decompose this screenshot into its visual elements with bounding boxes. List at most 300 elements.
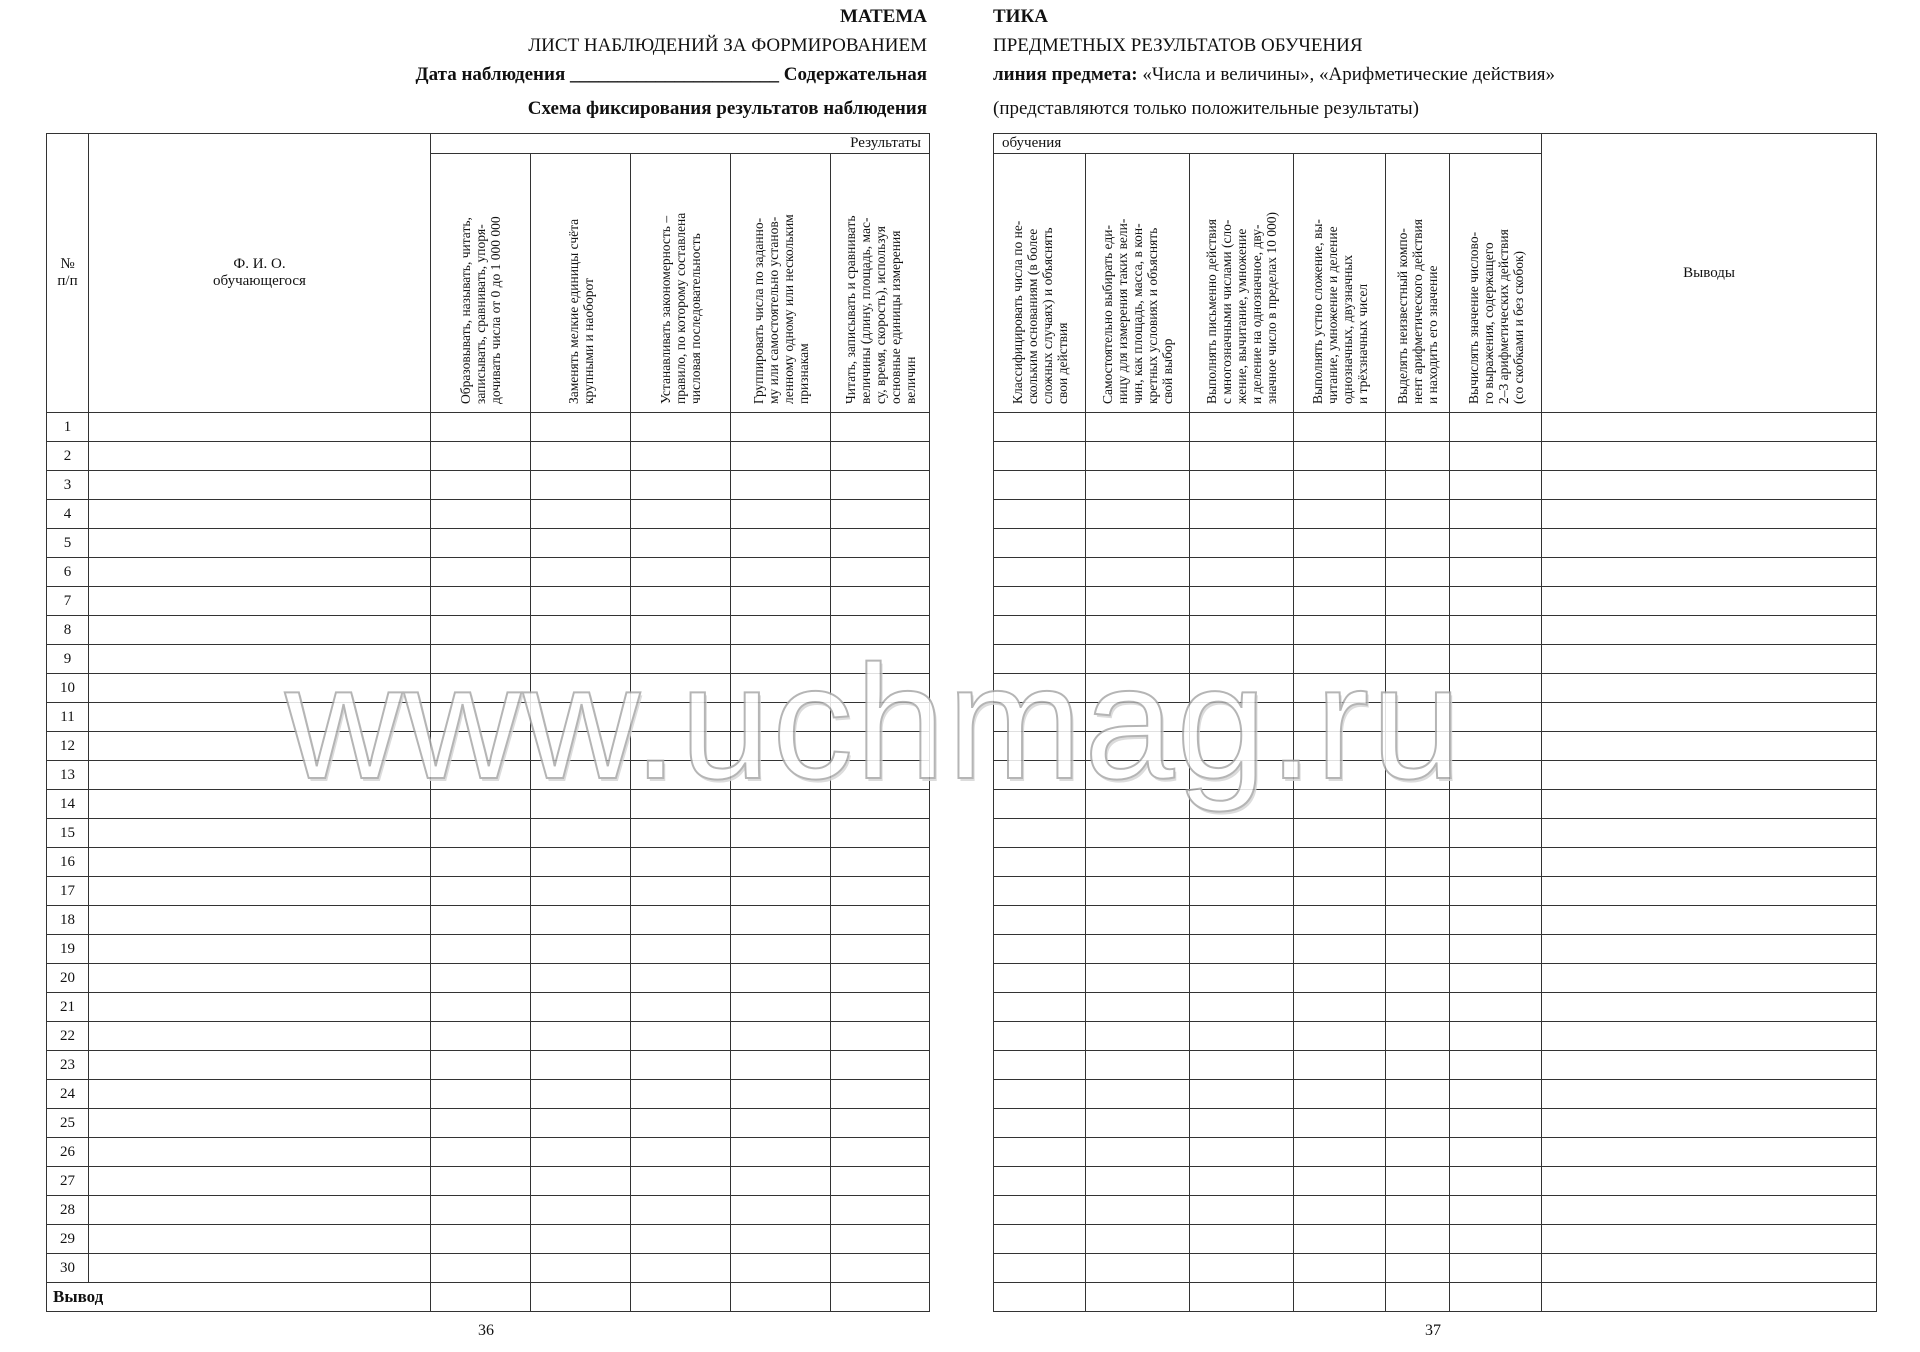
result-cell[interactable] [1450, 587, 1542, 616]
conclusion-cell[interactable] [1542, 1225, 1877, 1254]
conclusion-cell[interactable] [1542, 964, 1877, 993]
result-cell[interactable] [1294, 1254, 1386, 1283]
result-cell[interactable] [431, 906, 531, 935]
conclusion-cell[interactable] [1542, 819, 1877, 848]
result-cell[interactable] [1190, 1283, 1294, 1312]
result-cell[interactable] [1386, 1225, 1450, 1254]
student-name-cell[interactable] [89, 1080, 431, 1109]
result-cell[interactable] [831, 732, 930, 761]
student-name-cell[interactable] [89, 529, 431, 558]
conclusion-cell[interactable] [1542, 413, 1877, 442]
result-cell[interactable] [831, 819, 930, 848]
result-cell[interactable] [1190, 819, 1294, 848]
result-cell[interactable] [994, 1051, 1086, 1080]
result-cell[interactable] [1386, 877, 1450, 906]
student-name-cell[interactable] [89, 558, 431, 587]
result-cell[interactable] [1450, 1167, 1542, 1196]
result-cell[interactable] [1450, 1051, 1542, 1080]
result-cell[interactable] [431, 1022, 531, 1051]
result-cell[interactable] [1086, 1196, 1190, 1225]
student-name-cell[interactable] [89, 819, 431, 848]
result-cell[interactable] [831, 471, 930, 500]
result-cell[interactable] [1450, 442, 1542, 471]
result-cell[interactable] [431, 1167, 531, 1196]
student-name-cell[interactable] [89, 1225, 431, 1254]
result-cell[interactable] [1190, 1051, 1294, 1080]
result-cell[interactable] [831, 1196, 930, 1225]
result-cell[interactable] [731, 703, 831, 732]
result-cell[interactable] [631, 413, 731, 442]
result-cell[interactable] [1190, 587, 1294, 616]
result-cell[interactable] [1086, 732, 1190, 761]
result-cell[interactable] [531, 703, 631, 732]
result-cell[interactable] [1190, 761, 1294, 790]
conclusion-cell[interactable] [1542, 529, 1877, 558]
result-cell[interactable] [431, 529, 531, 558]
result-cell[interactable] [994, 993, 1086, 1022]
result-cell[interactable] [731, 413, 831, 442]
result-cell[interactable] [1294, 935, 1386, 964]
result-cell[interactable] [1386, 703, 1450, 732]
result-cell[interactable] [731, 645, 831, 674]
student-name-cell[interactable] [89, 587, 431, 616]
result-cell[interactable] [631, 1051, 731, 1080]
result-cell[interactable] [1086, 1225, 1190, 1254]
result-cell[interactable] [631, 645, 731, 674]
result-cell[interactable] [994, 442, 1086, 471]
conclusion-cell[interactable] [1542, 732, 1877, 761]
student-name-cell[interactable] [89, 471, 431, 500]
result-cell[interactable] [994, 1225, 1086, 1254]
result-cell[interactable] [631, 848, 731, 877]
result-cell[interactable] [831, 587, 930, 616]
result-cell[interactable] [1386, 413, 1450, 442]
result-cell[interactable] [1190, 558, 1294, 587]
result-cell[interactable] [831, 790, 930, 819]
result-cell[interactable] [1386, 964, 1450, 993]
result-cell[interactable] [1190, 1225, 1294, 1254]
result-cell[interactable] [994, 471, 1086, 500]
result-cell[interactable] [731, 1022, 831, 1051]
result-cell[interactable] [631, 616, 731, 645]
result-cell[interactable] [1086, 703, 1190, 732]
result-cell[interactable] [1086, 645, 1190, 674]
result-cell[interactable] [1386, 1196, 1450, 1225]
result-cell[interactable] [1294, 1283, 1386, 1312]
result-cell[interactable] [1386, 500, 1450, 529]
result-cell[interactable] [731, 616, 831, 645]
result-cell[interactable] [631, 1254, 731, 1283]
student-name-cell[interactable] [89, 1022, 431, 1051]
conclusion-cell[interactable] [1542, 1196, 1877, 1225]
result-cell[interactable] [531, 645, 631, 674]
result-cell[interactable] [831, 529, 930, 558]
result-cell[interactable] [631, 500, 731, 529]
result-cell[interactable] [631, 674, 731, 703]
result-cell[interactable] [831, 1022, 930, 1051]
result-cell[interactable] [994, 1138, 1086, 1167]
result-cell[interactable] [731, 1051, 831, 1080]
result-cell[interactable] [631, 1080, 731, 1109]
conclusion-cell[interactable] [1542, 471, 1877, 500]
result-cell[interactable] [1386, 1022, 1450, 1051]
conclusion-cell[interactable] [1542, 1109, 1877, 1138]
result-cell[interactable] [1450, 558, 1542, 587]
result-cell[interactable] [1450, 1080, 1542, 1109]
result-cell[interactable] [1386, 1080, 1450, 1109]
result-cell[interactable] [731, 558, 831, 587]
result-cell[interactable] [1190, 1080, 1294, 1109]
result-cell[interactable] [431, 1225, 531, 1254]
result-cell[interactable] [1086, 935, 1190, 964]
result-cell[interactable] [994, 1109, 1086, 1138]
result-cell[interactable] [831, 1283, 930, 1312]
result-cell[interactable] [631, 1109, 731, 1138]
result-cell[interactable] [1386, 1109, 1450, 1138]
result-cell[interactable] [1086, 877, 1190, 906]
result-cell[interactable] [1450, 1225, 1542, 1254]
result-cell[interactable] [1386, 442, 1450, 471]
result-cell[interactable] [1450, 471, 1542, 500]
result-cell[interactable] [631, 732, 731, 761]
result-cell[interactable] [1386, 645, 1450, 674]
result-cell[interactable] [731, 587, 831, 616]
result-cell[interactable] [1294, 1167, 1386, 1196]
result-cell[interactable] [831, 703, 930, 732]
result-cell[interactable] [831, 645, 930, 674]
result-cell[interactable] [1450, 529, 1542, 558]
result-cell[interactable] [1450, 500, 1542, 529]
result-cell[interactable] [431, 616, 531, 645]
result-cell[interactable] [531, 790, 631, 819]
student-name-cell[interactable] [89, 1051, 431, 1080]
result-cell[interactable] [1450, 819, 1542, 848]
result-cell[interactable] [1190, 616, 1294, 645]
result-cell[interactable] [831, 558, 930, 587]
result-cell[interactable] [1190, 703, 1294, 732]
result-cell[interactable] [1386, 1254, 1450, 1283]
result-cell[interactable] [831, 993, 930, 1022]
result-cell[interactable] [731, 1109, 831, 1138]
conclusion-cell[interactable] [1542, 703, 1877, 732]
result-cell[interactable] [1450, 848, 1542, 877]
result-cell[interactable] [731, 761, 831, 790]
result-cell[interactable] [831, 848, 930, 877]
result-cell[interactable] [1450, 1138, 1542, 1167]
result-cell[interactable] [631, 1225, 731, 1254]
result-cell[interactable] [431, 471, 531, 500]
result-cell[interactable] [631, 558, 731, 587]
conclusion-cell[interactable] [1542, 1138, 1877, 1167]
result-cell[interactable] [1190, 732, 1294, 761]
result-cell[interactable] [994, 935, 1086, 964]
result-cell[interactable] [1294, 848, 1386, 877]
result-cell[interactable] [1450, 906, 1542, 935]
result-cell[interactable] [531, 442, 631, 471]
result-cell[interactable] [531, 1109, 631, 1138]
result-cell[interactable] [431, 732, 531, 761]
result-cell[interactable] [531, 935, 631, 964]
result-cell[interactable] [1294, 1080, 1386, 1109]
result-cell[interactable] [1294, 500, 1386, 529]
result-cell[interactable] [431, 442, 531, 471]
result-cell[interactable] [1190, 1022, 1294, 1051]
result-cell[interactable] [431, 819, 531, 848]
result-cell[interactable] [1450, 935, 1542, 964]
result-cell[interactable] [1190, 1196, 1294, 1225]
conclusion-cell[interactable] [1542, 993, 1877, 1022]
result-cell[interactable] [731, 906, 831, 935]
student-name-cell[interactable] [89, 1109, 431, 1138]
student-name-cell[interactable] [89, 964, 431, 993]
conclusion-cell[interactable] [1542, 761, 1877, 790]
result-cell[interactable] [1450, 645, 1542, 674]
result-cell[interactable] [431, 674, 531, 703]
conclusion-cell[interactable] [1542, 906, 1877, 935]
result-cell[interactable] [631, 877, 731, 906]
result-cell[interactable] [631, 790, 731, 819]
result-cell[interactable] [1450, 1283, 1542, 1312]
result-cell[interactable] [994, 529, 1086, 558]
result-cell[interactable] [431, 413, 531, 442]
result-cell[interactable] [731, 1254, 831, 1283]
result-cell[interactable] [1190, 906, 1294, 935]
conclusion-cell[interactable] [1542, 616, 1877, 645]
result-cell[interactable] [631, 703, 731, 732]
result-cell[interactable] [1294, 964, 1386, 993]
result-cell[interactable] [431, 1196, 531, 1225]
result-cell[interactable] [1450, 964, 1542, 993]
result-cell[interactable] [1450, 1254, 1542, 1283]
result-cell[interactable] [1190, 1254, 1294, 1283]
result-cell[interactable] [1294, 1196, 1386, 1225]
conclusion-cell[interactable] [1542, 1254, 1877, 1283]
result-cell[interactable] [994, 1167, 1086, 1196]
result-cell[interactable] [994, 761, 1086, 790]
result-cell[interactable] [731, 819, 831, 848]
result-cell[interactable] [731, 442, 831, 471]
result-cell[interactable] [1086, 906, 1190, 935]
result-cell[interactable] [531, 964, 631, 993]
result-cell[interactable] [1294, 442, 1386, 471]
result-cell[interactable] [1386, 732, 1450, 761]
conclusion-cell[interactable] [1542, 935, 1877, 964]
result-cell[interactable] [1190, 500, 1294, 529]
result-cell[interactable] [1086, 1051, 1190, 1080]
result-cell[interactable] [831, 413, 930, 442]
result-cell[interactable] [431, 964, 531, 993]
result-cell[interactable] [1450, 1109, 1542, 1138]
result-cell[interactable] [994, 674, 1086, 703]
result-cell[interactable] [994, 1254, 1086, 1283]
result-cell[interactable] [431, 1080, 531, 1109]
student-name-cell[interactable] [89, 993, 431, 1022]
result-cell[interactable] [531, 848, 631, 877]
result-cell[interactable] [1086, 1109, 1190, 1138]
result-cell[interactable] [431, 1051, 531, 1080]
result-cell[interactable] [731, 1167, 831, 1196]
result-cell[interactable] [1386, 1051, 1450, 1080]
result-cell[interactable] [731, 935, 831, 964]
result-cell[interactable] [1386, 819, 1450, 848]
result-cell[interactable] [1190, 645, 1294, 674]
result-cell[interactable] [731, 1138, 831, 1167]
result-cell[interactable] [831, 1109, 930, 1138]
result-cell[interactable] [531, 877, 631, 906]
result-cell[interactable] [631, 1196, 731, 1225]
result-cell[interactable] [1190, 529, 1294, 558]
result-cell[interactable] [1386, 1283, 1450, 1312]
conclusion-cell[interactable] [1542, 674, 1877, 703]
result-cell[interactable] [531, 1283, 631, 1312]
result-cell[interactable] [631, 906, 731, 935]
result-cell[interactable] [631, 1138, 731, 1167]
result-cell[interactable] [1086, 1138, 1190, 1167]
result-cell[interactable] [431, 877, 531, 906]
result-cell[interactable] [531, 471, 631, 500]
result-cell[interactable] [1190, 848, 1294, 877]
result-cell[interactable] [994, 906, 1086, 935]
student-name-cell[interactable] [89, 674, 431, 703]
result-cell[interactable] [831, 935, 930, 964]
result-cell[interactable] [531, 1080, 631, 1109]
result-cell[interactable] [531, 529, 631, 558]
result-cell[interactable] [1294, 790, 1386, 819]
result-cell[interactable] [631, 1283, 731, 1312]
result-cell[interactable] [831, 1225, 930, 1254]
conclusion-cell[interactable] [1542, 877, 1877, 906]
result-cell[interactable] [531, 587, 631, 616]
result-cell[interactable] [731, 790, 831, 819]
student-name-cell[interactable] [89, 1254, 431, 1283]
result-cell[interactable] [631, 587, 731, 616]
result-cell[interactable] [994, 848, 1086, 877]
result-cell[interactable] [1086, 1022, 1190, 1051]
result-cell[interactable] [431, 500, 531, 529]
result-cell[interactable] [1190, 790, 1294, 819]
result-cell[interactable] [1386, 674, 1450, 703]
result-cell[interactable] [831, 1051, 930, 1080]
result-cell[interactable] [1086, 848, 1190, 877]
result-cell[interactable] [1086, 442, 1190, 471]
result-cell[interactable] [731, 1225, 831, 1254]
result-cell[interactable] [1386, 1138, 1450, 1167]
student-name-cell[interactable] [89, 500, 431, 529]
result-cell[interactable] [531, 558, 631, 587]
result-cell[interactable] [1294, 877, 1386, 906]
result-cell[interactable] [1086, 964, 1190, 993]
student-name-cell[interactable] [89, 935, 431, 964]
result-cell[interactable] [1086, 616, 1190, 645]
result-cell[interactable] [731, 848, 831, 877]
result-cell[interactable] [1294, 1051, 1386, 1080]
result-cell[interactable] [1086, 1080, 1190, 1109]
student-name-cell[interactable] [89, 645, 431, 674]
result-cell[interactable] [831, 1167, 930, 1196]
result-cell[interactable] [831, 877, 930, 906]
result-cell[interactable] [1450, 993, 1542, 1022]
result-cell[interactable] [1294, 413, 1386, 442]
result-cell[interactable] [531, 674, 631, 703]
result-cell[interactable] [1294, 645, 1386, 674]
result-cell[interactable] [631, 1022, 731, 1051]
student-name-cell[interactable] [89, 848, 431, 877]
result-cell[interactable] [631, 993, 731, 1022]
result-cell[interactable] [1086, 1283, 1190, 1312]
result-cell[interactable] [994, 732, 1086, 761]
result-cell[interactable] [431, 1254, 531, 1283]
result-cell[interactable] [1086, 529, 1190, 558]
result-cell[interactable] [531, 616, 631, 645]
result-cell[interactable] [994, 413, 1086, 442]
result-cell[interactable] [531, 1051, 631, 1080]
result-cell[interactable] [731, 732, 831, 761]
conclusion-cell[interactable] [1542, 1080, 1877, 1109]
result-cell[interactable] [431, 935, 531, 964]
result-cell[interactable] [994, 616, 1086, 645]
result-cell[interactable] [994, 703, 1086, 732]
conclusion-cell[interactable] [1542, 442, 1877, 471]
result-cell[interactable] [1386, 790, 1450, 819]
result-cell[interactable] [1190, 471, 1294, 500]
result-cell[interactable] [1294, 674, 1386, 703]
result-cell[interactable] [1450, 703, 1542, 732]
result-cell[interactable] [1294, 906, 1386, 935]
result-cell[interactable] [531, 819, 631, 848]
result-cell[interactable] [1190, 964, 1294, 993]
student-name-cell[interactable] [89, 616, 431, 645]
result-cell[interactable] [1386, 848, 1450, 877]
result-cell[interactable] [431, 761, 531, 790]
result-cell[interactable] [1294, 703, 1386, 732]
result-cell[interactable] [1190, 442, 1294, 471]
result-cell[interactable] [531, 1138, 631, 1167]
student-name-cell[interactable] [89, 790, 431, 819]
result-cell[interactable] [1086, 674, 1190, 703]
result-cell[interactable] [1386, 761, 1450, 790]
result-cell[interactable] [1450, 413, 1542, 442]
result-cell[interactable] [994, 558, 1086, 587]
result-cell[interactable] [731, 674, 831, 703]
result-cell[interactable] [731, 500, 831, 529]
result-cell[interactable] [994, 645, 1086, 674]
result-cell[interactable] [1086, 790, 1190, 819]
result-cell[interactable] [431, 587, 531, 616]
result-cell[interactable] [431, 993, 531, 1022]
result-cell[interactable] [1086, 993, 1190, 1022]
result-cell[interactable] [631, 1167, 731, 1196]
result-cell[interactable] [1086, 500, 1190, 529]
result-cell[interactable] [1386, 558, 1450, 587]
result-cell[interactable] [831, 500, 930, 529]
result-cell[interactable] [531, 761, 631, 790]
result-cell[interactable] [1086, 587, 1190, 616]
result-cell[interactable] [994, 877, 1086, 906]
result-cell[interactable] [631, 471, 731, 500]
result-cell[interactable] [631, 964, 731, 993]
result-cell[interactable] [994, 819, 1086, 848]
conclusion-cell[interactable] [1542, 848, 1877, 877]
result-cell[interactable] [831, 616, 930, 645]
result-cell[interactable] [1086, 413, 1190, 442]
student-name-cell[interactable] [89, 703, 431, 732]
result-cell[interactable] [731, 471, 831, 500]
result-cell[interactable] [1450, 877, 1542, 906]
result-cell[interactable] [1190, 1109, 1294, 1138]
result-cell[interactable] [431, 1109, 531, 1138]
result-cell[interactable] [431, 790, 531, 819]
student-name-cell[interactable] [89, 877, 431, 906]
